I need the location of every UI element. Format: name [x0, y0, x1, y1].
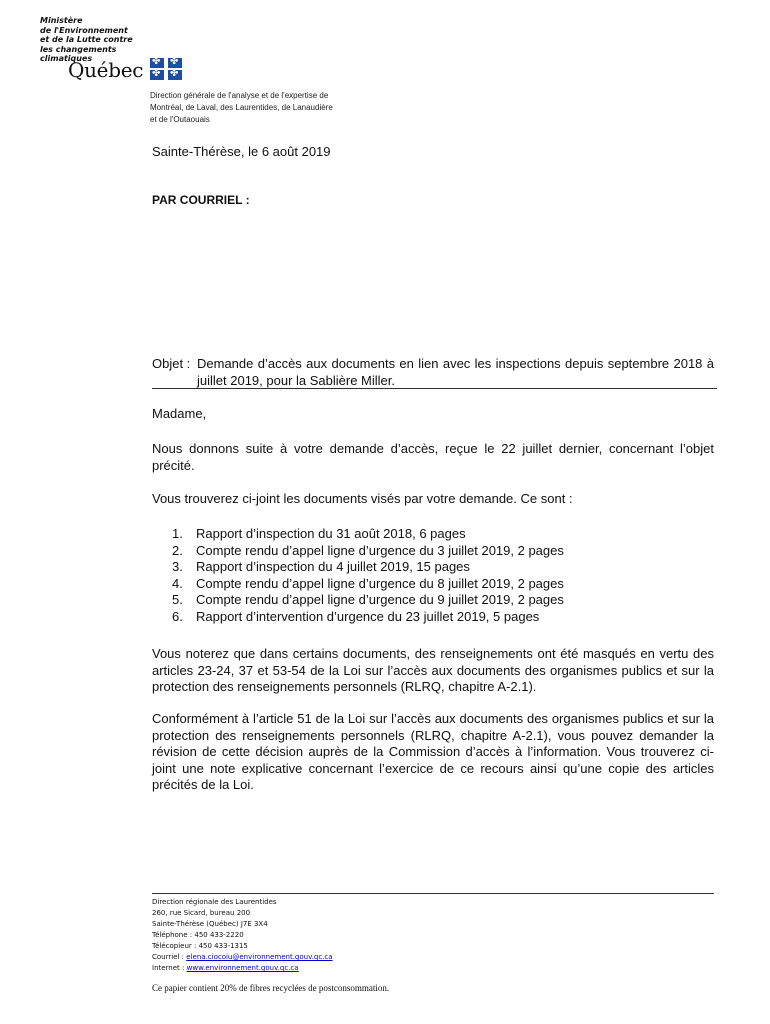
- salutation: Madame,: [152, 406, 207, 421]
- list-item: 5. Compte rendu d’appel ligne d’urgence du 9 juillet 2019, 2 pages: [172, 592, 564, 607]
- footer-website-label: Internet :: [152, 964, 185, 972]
- footer-address: 260, rue Sicard, bureau 200: [152, 909, 251, 917]
- recycled-paper-note: Ce papier contient 20% de fibres recyclées de postconsommation.: [152, 983, 390, 993]
- paragraph-documents-intro: Vous trouverez ci-joint les documents visés par votre demande. Ce sont :: [152, 491, 573, 506]
- footer-city: Sainte-Thérèse (Québec) J7E 3X4: [152, 920, 268, 928]
- subject-text: Demande d’accès aux documents en lien avec les inspections depuis septembre 2018 à juillet 2019, pour la Sablière Miller.: [197, 356, 714, 388]
- paragraph-review-rights: Conformément à l’article 51 de la Loi sur l’accès aux documents des organismes publics et sur la protection des renseignements personnels (RLRQ, chapitre A-2.1), vous pouvez demander la révision de cette décision auprès de la Commission d’accès à l’information. Vous trouverez ci-joint une note explicative concernant l’exercice de ce recours ainsi qu’une copie des articles précités de la Loi.: [152, 711, 714, 792]
- ministry-line: de l'Environnement: [40, 25, 128, 35]
- footer-office: Direction régionale des Laurentides: [152, 898, 277, 906]
- footer-divider: [152, 893, 714, 894]
- ministry-line: les changements: [40, 44, 117, 54]
- paragraph-acknowledgement: Nous donnons suite à votre demande d’accès, reçue le 22 juillet dernier, concernant l’objet précité.: [152, 441, 714, 473]
- list-item: 4. Compte rendu d’appel ligne d’urgence du 8 juillet 2019, 2 pages: [172, 575, 564, 591]
- ministry-line: et de la Lutte contre: [40, 35, 133, 44]
- footer-email-label: Courriel :: [152, 953, 185, 961]
- email-link[interactable]: elena.ciocoiu@environnement.gouv.qc.ca: [186, 953, 333, 961]
- ministry-line: climatiques: [40, 54, 93, 63]
- direction-line: Montréal, de Laval, des Laurentides, de Lanaudière: [150, 103, 333, 112]
- list-item: 3. Rapport d’inspection du 4 juillet 2019, 15 pages: [172, 559, 470, 574]
- quebec-flag-icon: [150, 58, 182, 80]
- footer-email-row: [152, 952, 333, 963]
- ministry-line: Ministère: [40, 16, 83, 25]
- paragraph-redactions: Vous noterez que dans certains documents, des renseignements ont été masqués en vertu des articles 23-24, 37 et 53-54 de la Loi sur l’accès aux documents des organismes publics et sur la protection des renseignements personnels (RLRQ, chapitre A-2.1).: [152, 646, 714, 694]
- subject-label: Objet :: [152, 356, 191, 371]
- footer-fax: Télécopieur : 450 433-1315: [152, 942, 248, 950]
- list-item: 1. Rapport d’inspection du 31 août 2018, 6 pages: [172, 526, 466, 541]
- footer-website-row: [152, 963, 333, 974]
- subject-block: [152, 355, 714, 389]
- delivery-method: PAR COURRIEL :: [152, 193, 250, 207]
- ministry-name: [40, 16, 133, 64]
- direction-line: et de l'Outaouais: [150, 115, 210, 124]
- direction-line: Direction générale de l'analyse et de l'expertise de: [150, 91, 329, 100]
- direction-header: [150, 90, 333, 126]
- documents-list: [172, 526, 564, 625]
- footer-phone: Téléphone : 450 433-2220: [152, 931, 244, 939]
- subject-divider: [152, 388, 717, 389]
- website-link[interactable]: www.environnement.gouv.qc.ca: [186, 964, 299, 972]
- quebec-wordmark: Québec: [68, 58, 144, 82]
- list-item: 2. Compte rendu d’appel ligne d’urgence du 3 juillet 2019, 2 pages: [172, 542, 564, 558]
- list-item: 6. Rapport d’intervention d’urgence du 23 juillet 2019, 5 pages: [172, 608, 540, 624]
- dateline: Sainte-Thérèse, le 6 août 2019: [152, 144, 331, 159]
- footer-contact: [152, 897, 333, 974]
